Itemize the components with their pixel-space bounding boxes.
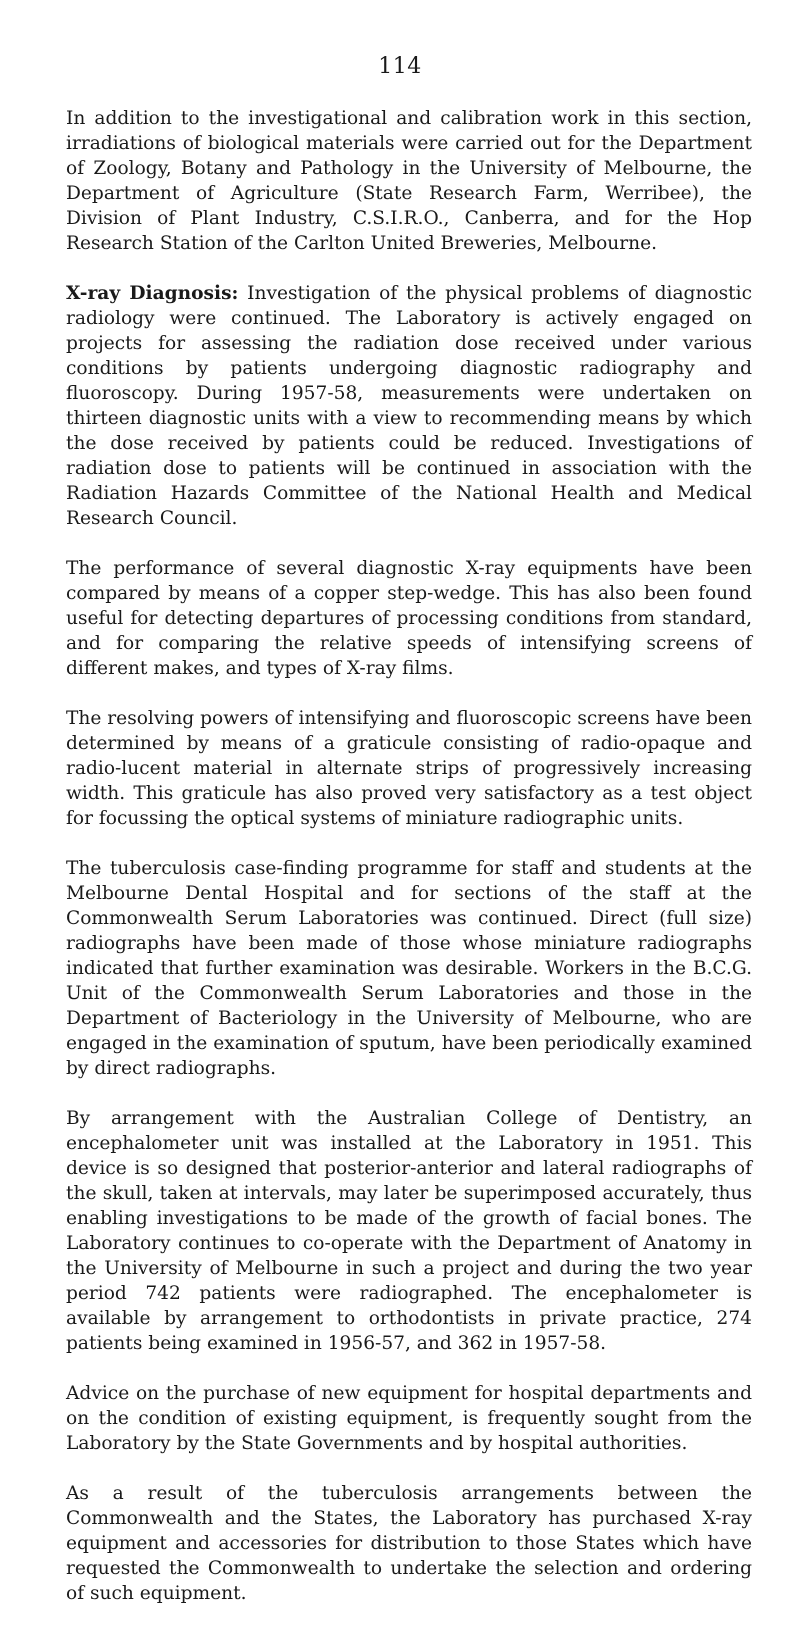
paragraph-tuberculosis-arrangements: As a result of the tuberculosis arrangements between the Commonwealth and the States, the Laboratory has purchased X-ray equipment and accessories for distribution to those States which have requested the Commonwealth to undertake the selection and ordering of such equipment. (66, 1483, 752, 1604)
paragraph-tuberculosis-case-finding: The tuberculosis case-finding programme for staff and students at the Melbourne Dental Hospital and for sections of the staff at the Commonwealth Serum Laboratories was continued. Direct (full size) radiographs have been made of those whose miniature radiographs indicated that further examination was desirable. Workers in the B.C.G. Unit of the Commonwealth Serum Laboratories and those in the Department of Bacteriology in the University of Melbourne, who are engaged in the examination of sputum, have been periodically examined by direct radiographs. (66, 858, 752, 1079)
paragraph-irradiations: In addition to the investigational and calibration work in this section, irradiations of biological materials were carried out for the Department of Zoology, Botany and Pathology in the University of Melbourne, the Department of Agriculture (State Research Farm, Werribee), the Division of Plant Industry, C.S.I.R.O., Canberra, and for the Hop Research Station of the Carlton United Breweries, Melbourne. (66, 108, 752, 254)
paragraph-encephalometer: By arrangement with the Australian College of Dentistry, an encephalometer unit was installed at the Laboratory in 1951. This device is so designed that posterior-anterior and lateral radiographs of the skull, taken at intervals, may later be superimposed accurately, thus enabling investigations to be made of the growth of facial bones. The Laboratory continues to co-operate with the Department of Anatomy in the University of Melbourne in such a project and during the two year period 742 patients were radiographed. The encephalometer is available by arrangement to orthodontists in private practice, 274 patients being examined in 1956-57, and 362 in 1957-58. (66, 1108, 752, 1354)
paragraph-equipment-advice: Advice on the purchase of new equipment for hospital departments and on the condition of existing equipment, is frequently sought from the Laboratory by the State Governments and by hospital authorities. (66, 1383, 752, 1454)
paragraph-resolving-powers: The resolving powers of intensifying and fluoroscopic screens have been determined by means of a graticule consisting of radio-opaque and radio-lucent material in alternate strips of progressively increasing width. This graticule has also proved very satisfactory as a test object for focussing the optical systems of miniature radiographic units. (66, 708, 752, 829)
paragraph-step-wedge: The performance of several diagnostic X-ray equipments have been compared by means of a copper step-wedge. This has also been found useful for detecting departures of processing conditions from standard, and for comparing the relative speeds of intensifying screens of different makes, and types of X-ray films. (66, 558, 752, 679)
paragraph-xray-diagnosis-text: Investigation of the physical problems of diagnostic radiology were continued. The Laboratory is actively engaged on projects for assessing the radiation dose received under various conditions by patients undergoing diagnostic radiography and fluoroscopy. During 1957-58, measurements were undertaken on thirteen diagnostic units with a view to recommending means by which the dose received by patients could be reduced. Investigations of radiation dose to patients will be continued in association with the Radiation Hazards Committee of the National Health and Medical Research Council. (66, 283, 752, 529)
paragraph-xray-diagnosis (66, 281, 752, 531)
document-body (66, 106, 752, 1631)
page-number: 114 (378, 54, 422, 79)
section-heading-xray-diagnosis: X-ray Diagnosis: (66, 283, 239, 304)
